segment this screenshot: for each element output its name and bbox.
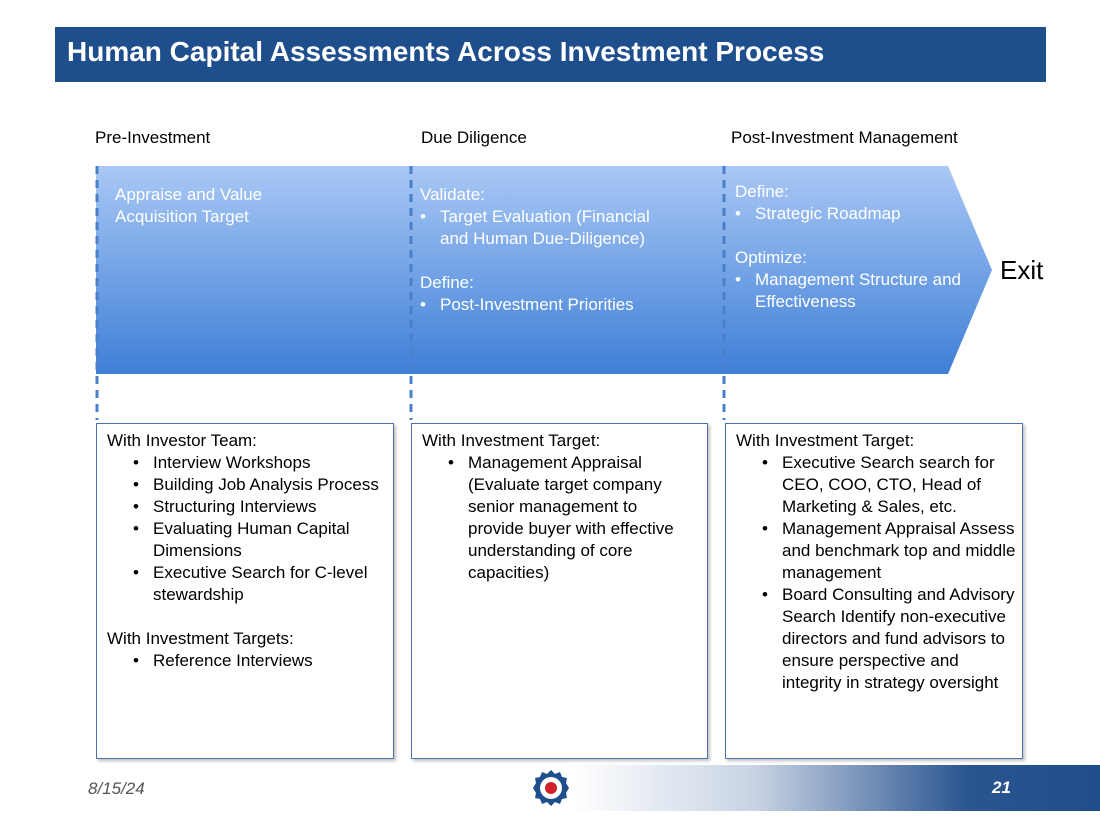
- list-item: • Interview Workshops: [133, 452, 393, 474]
- list-item: • Management Appraisal Assess and benchmark top and middle management: [762, 518, 1022, 584]
- list-item: • Executive Search search for CEO, COO, CTO, Head of Marketing & Sales, etc.: [762, 452, 1022, 518]
- validate-heading: Validate:: [420, 185, 485, 204]
- phase-label-pre-investment: Pre-Investment: [95, 128, 211, 147]
- post-investment-box: [725, 423, 1023, 759]
- footer-date: 8/15/24: [88, 779, 145, 798]
- list-item: • Evaluating Human Capital Dimensions: [133, 518, 393, 562]
- list-item: • Executive Search for C-level stewardship: [133, 562, 393, 606]
- pre-investment-box: [96, 423, 394, 759]
- roundel-logo-icon: [533, 769, 569, 807]
- footer-bar: [570, 765, 1100, 811]
- due-diligence-box: [411, 423, 708, 759]
- define-heading: Define:: [735, 182, 789, 201]
- arrow-segment-2: [420, 184, 650, 316]
- box-heading: With Investor Team:: [107, 431, 257, 450]
- page-title: Human Capital Assessments Across Investment Process: [67, 36, 825, 67]
- phase-label-post-investment: Post-Investment Management: [731, 128, 958, 147]
- list-item: • Reference Interviews: [133, 650, 393, 672]
- optimize-item: • Management Structure and Effectiveness: [735, 269, 965, 313]
- optimize-heading: Optimize:: [735, 248, 807, 267]
- arrow-segment-1-text: Appraise and Value Acquisition Target: [115, 185, 263, 226]
- phase-label-due-diligence: Due Diligence: [421, 128, 527, 147]
- define-item: • Strategic Roadmap: [735, 203, 965, 225]
- list-item: • Board Consulting and Advisory Search Identify non-executive directors and fund advisors to ensure perspective and integrity in strategy oversight: [762, 584, 1022, 694]
- define-heading: Define:: [420, 273, 474, 292]
- validate-item: • Target Evaluation (Financial and Human Due-Diligence): [420, 206, 650, 250]
- list-item: • Management Appraisal (Evaluate target company senior management to provide buyer with effective understanding of core capacities): [448, 452, 707, 584]
- list-item: • Building Job Analysis Process: [133, 474, 393, 496]
- arrow-segment-1: [115, 184, 315, 228]
- box-heading: With Investment Target:: [422, 431, 601, 450]
- box-heading: With Investment Targets:: [107, 629, 294, 648]
- exit-label: Exit: [1000, 255, 1044, 285]
- page-number: 21: [992, 778, 1011, 797]
- define-item: • Post-Investment Priorities: [420, 294, 650, 316]
- arrow-segment-3: [735, 181, 965, 313]
- list-item: • Structuring Interviews: [133, 496, 393, 518]
- box-heading: With Investment Target:: [736, 431, 915, 450]
